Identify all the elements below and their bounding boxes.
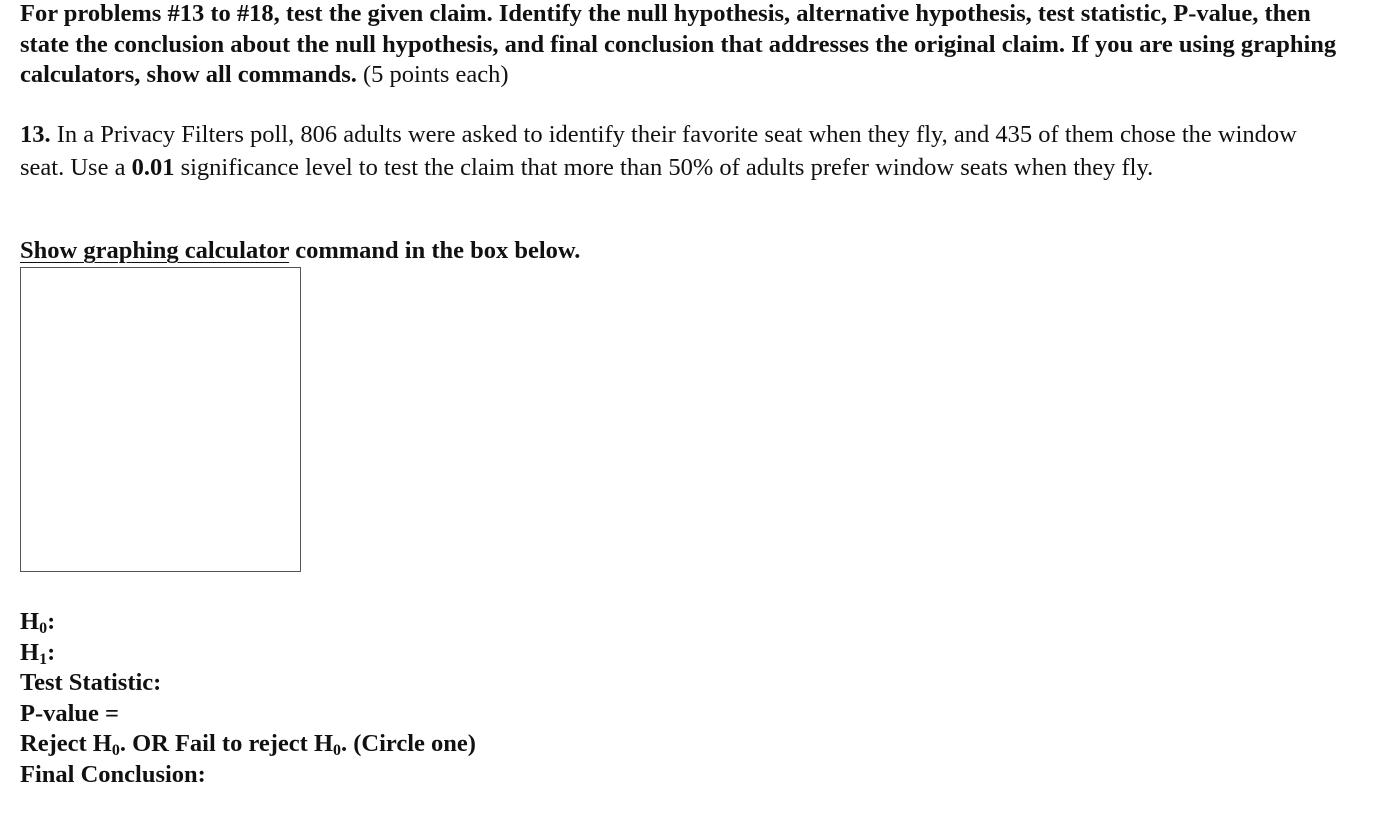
p-value-line: P-value = [20,699,120,727]
command-box-heading [20,236,580,266]
h0-colon: : [47,608,56,635]
fail-to-reject-option[interactable]: . OR Fail to reject H [119,730,333,757]
alternative-hypothesis-line [20,638,476,669]
answer-section [20,607,476,790]
reject-option[interactable]: Reject H [20,730,112,757]
significance-level: 0.01 [131,153,175,181]
h0-letter: H [20,608,40,635]
h0-subscript: 0 [39,620,48,637]
circle-one-note: . (Circle one) [341,730,476,757]
instructions-paragraph [20,0,1350,91]
instructions-points-text: (5 points each) [356,61,509,88]
final-conclusion-line: Final Conclusion: [20,760,206,788]
null-hypothesis-line [20,607,476,638]
problem-text-part2: significance level to test the claim that more than 50% of adults prefer window seats when they fly. [174,153,1154,181]
fail-h0-subscript: 0 [333,742,341,759]
problem-13-paragraph [20,119,1340,184]
instructions-bold-text: For problems #13 to #18, test the given claim. Identify the null hypothesis, alternative hypothesis, test statistic, P-value, then state the conclusion about the null hypothesis, and final conclusion that addresses the original claim. If you are using graphing calculators, show all commands. [20,0,1337,88]
reject-h0-subscript: 0 [111,742,120,759]
calculator-command-box[interactable] [20,267,301,572]
command-box-heading-rest: command in the box below. [289,237,581,264]
reject-or-fail-line [20,729,476,760]
test-statistic-line: Test Statistic: [20,669,162,696]
problem-text-part1: In a Privacy Filters poll, 806 adults were asked to identify their favorite seat when they fly, and 435 of them chose the window seat. Use a [20,121,1297,181]
command-box-heading-underlined: Show graphing calculator [20,237,290,264]
problem-number: 13. [20,121,51,148]
h1-letter: H [20,638,40,666]
h1-subscript: 1 [39,650,48,668]
h1-colon: : [47,638,56,666]
